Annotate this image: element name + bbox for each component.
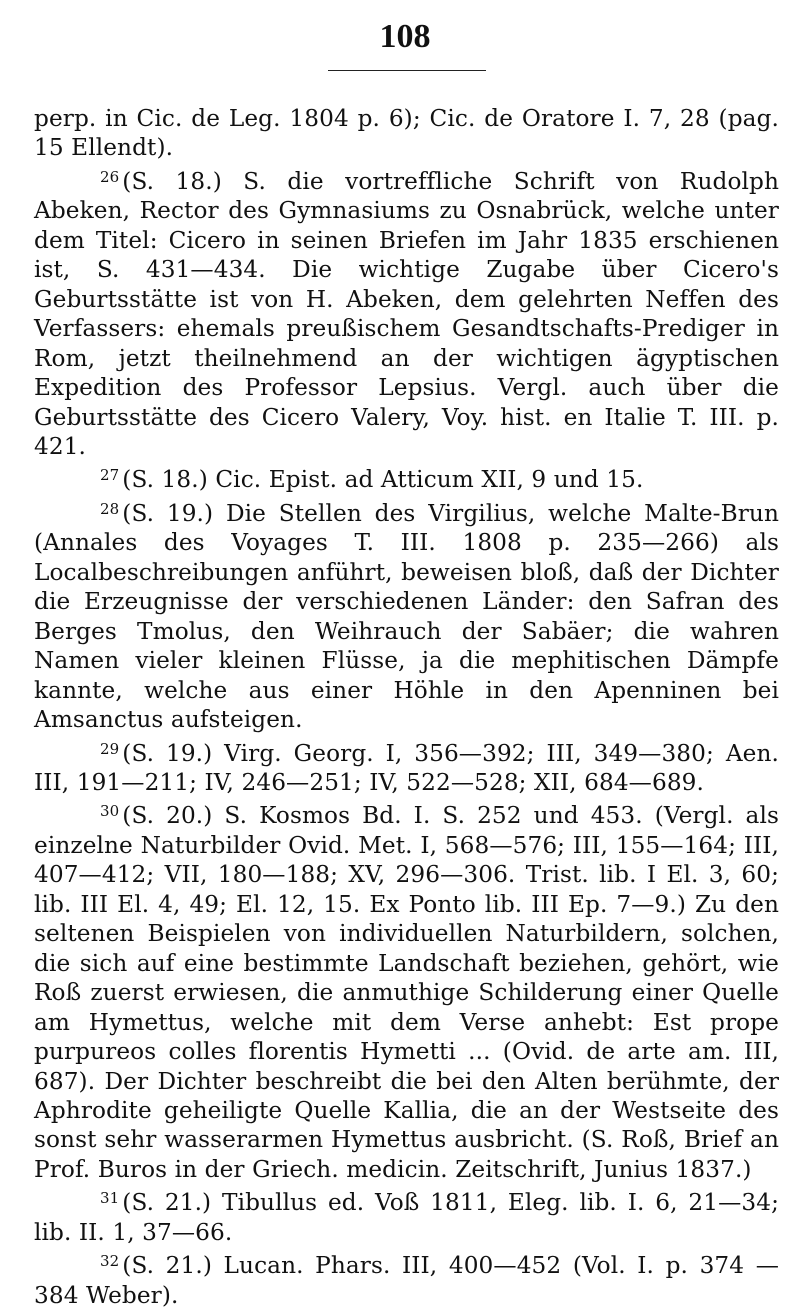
footnote-32 xyxy=(34,1247,779,1310)
footnote-26 xyxy=(34,163,779,462)
footnote-27 xyxy=(34,461,779,494)
footnote-number: 32 xyxy=(100,1252,120,1271)
page-number: 108 xyxy=(379,18,431,55)
footnote-continuation xyxy=(34,104,779,163)
footnote-31 xyxy=(34,1184,779,1247)
footnote-text: (S. 21.) Tibullus ed. Voß 1811, Eleg. lib. I. 6, 21—34; lib. II. 1, 37—66. xyxy=(34,1189,779,1246)
footnote-28 xyxy=(34,495,779,735)
footnote-text: (S. 19.) Die Stellen des Virgilius, welche Malte-Brun (Annales des Voyages T. III. 1808 p. 235—266) als Localbeschreibungen anführt, beweisen bloß, daß der Dichter die Erzeugnisse der verschiedenen Länder: den Safran des Berges Tmolus, den Weihrauch der Sabäer; die wahren Namen vieler kleinen Flüsse, ja die mephitischen Dämpfe kannte, welche aus einer Höhle in den Apenninen bei Amsanctus aufsteigen. xyxy=(34,499,779,734)
footnote-29 xyxy=(34,735,779,798)
footnote-number: 28 xyxy=(100,499,120,518)
footnote-text: (S. 20.) S. Kosmos Bd. I. S. 252 und 453. (Vergl. als einzelne Naturbilder Ovid. Met. I, 568—576; III, 155—164; III, 407—412; VII, 180—188; XV, 296—306. Trist. lib. I El. 3, 60; lib. III El. 4, 49; El. 12, 15. Ex Ponto lib. III Ep. 7—9.) Zu den seltenen Beispielen von individuellen Naturbildern, solchen, die sich auf eine bestimmte Landschaft beziehen, gehört, wie Roß zuerst erwiesen, die anmuthige Schilderung einer Quelle am Hymettus, welche mit dem Verse anhebt: Est prope purpureos colles florentis Hymetti ... (Ovid. de arte am. III, 687). Der Dichter beschreibt die bei den Alten berühmte, der Aphrodite geheiligte Quelle Kallia, die an der Westseite des sonst sehr wasserarmen Hymettus ausbricht. (S. Roß, Brief an Prof. Buros in der Griech. medicin. Zeitschrift, Junius 1837.) xyxy=(34,802,779,1183)
footnote-30 xyxy=(34,797,779,1184)
footnote-number: 30 xyxy=(100,802,120,821)
footnotes xyxy=(34,104,779,1310)
header-rule xyxy=(328,70,486,71)
footnote-text: perp. in Cic. de Leg. 1804 p. 6); Cic. de Oratore I. 7, 28 (pag. 15 Ellendt). xyxy=(34,105,779,162)
footnote-text: (S. 19.) Virg. Georg. I, 356—392; III, 349—380; Aen. III, 191—211; IV, 246—251; IV, 522—528; XII, 684—689. xyxy=(34,739,779,796)
footnote-number: 31 xyxy=(100,1189,120,1208)
footnote-text: (S. 21.) Lucan. Phars. III, 400—452 (Vol. I. p. 374 —384 Weber). xyxy=(34,1252,779,1309)
footnote-number: 29 xyxy=(100,739,120,758)
footnote-text: (S. 18.) S. die vortreffliche Schrift von Rudolph Abeken, Rector des Gymnasiums zu Osnabrück, welche unter dem Titel: Cicero in seinen Briefen im Jahr 1835 erschienen ist, S. 431—434. Die wichtige Zugabe über Cicero's Geburtsstätte ist von H. Abeken, dem gelehrten Neffen des Verfassers: ehemals preußischem Gesandtschafts-Prediger in Rom, jetzt theilnehmend an der wichtigen ägyptischen Expedition des Professor Lepsius. Vergl. auch über die Geburtsstätte des Cicero Valery, Voy. hist. en Italie T. III. p. 421. xyxy=(34,167,779,460)
footnote-text: (S. 18.) Cic. Epist. ad Atticum XII, 9 und 15. xyxy=(122,466,644,494)
footnote-number: 26 xyxy=(100,167,120,186)
footnote-number: 27 xyxy=(100,466,120,485)
